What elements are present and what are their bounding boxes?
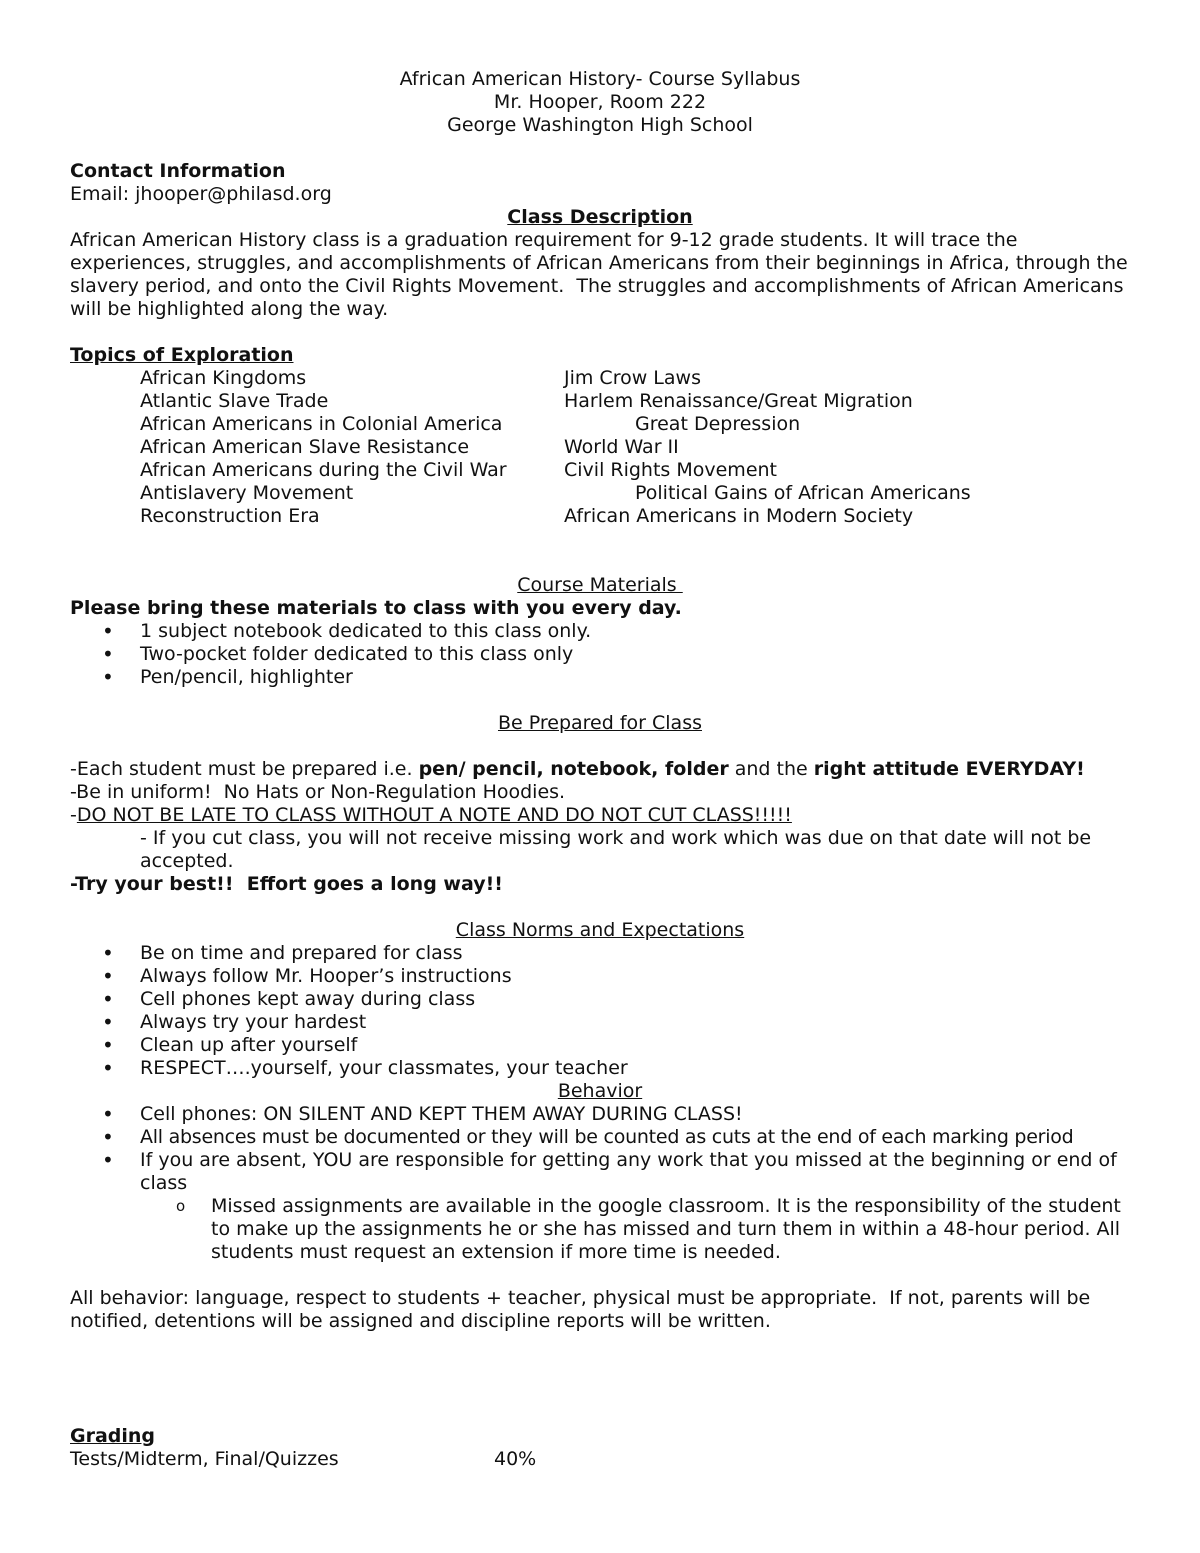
description-heading: Class Description	[507, 206, 693, 228]
norms-heading: Class Norms and Expectations	[455, 919, 745, 941]
behavior-heading: Behavior	[557, 1080, 643, 1102]
description-text: African American History class is a graduation requirement for 9-12 grade students. It will trace the experiences, struggles, and accomplishments of African Americans from their beginnings in Africa, through the slavery period, and onto the Civil Rights Movement. The struggles and accomplishments of African Americans will be highlighted along the way.	[70, 229, 1146, 320]
prepared-heading: Be Prepared for Class	[497, 712, 702, 734]
prepared-line-cut: - If you cut class, you will not receive missing work and work which was due on that date will not be accepted.	[140, 827, 1092, 872]
list-item: • If you are absent, YOU are responsible for getting any work that you missed at the beginning or end of class	[70, 1149, 1130, 1195]
prepared-dash: -	[70, 804, 77, 826]
topic-item: Political Gains of African Americans	[635, 482, 971, 504]
behavior-sublist	[70, 1195, 1130, 1264]
topic-item: African American Slave Resistance	[140, 436, 470, 458]
document-header	[70, 68, 1130, 137]
topics-list	[70, 367, 1130, 528]
topic-item: Atlantic Slave Trade	[140, 390, 329, 412]
list-item: o Missed assignments are available in the google classroom. It is the responsibility of the student to make up the assignments he or she has missed and turn them in within a 48-hour period. All students must request an extension if more time is needed.	[70, 1195, 1130, 1264]
school-name: George Washington High School	[447, 114, 753, 136]
list-item: • All absences must be documented or they will be counted as cuts at the end of each marking period	[70, 1126, 1130, 1149]
topics-heading: Topics of Exploration	[70, 344, 294, 366]
topic-item: Jim Crow Laws	[564, 367, 701, 389]
list-item: • Always follow Mr. Hooper’s instructions	[70, 965, 1130, 988]
grading-row	[70, 1448, 1130, 1471]
topics-right-column	[564, 367, 1130, 528]
list-item: • Clean up after yourself	[70, 1034, 1130, 1057]
prepared-line-uniform: -Be in uniform! No Hats or Non-Regulation Hoodies.	[70, 781, 566, 803]
materials-intro: Please bring these materials to class with you every day.	[70, 597, 682, 619]
prepared-line-supplies	[70, 758, 1130, 781]
prepared-line-late	[70, 804, 1130, 827]
grading-value: 40%	[494, 1448, 537, 1470]
contact-heading: Contact Information	[70, 160, 286, 182]
list-item: • Be on time and prepared for class	[70, 942, 1130, 965]
behavior-list	[70, 1103, 1130, 1195]
topic-item: Great Depression	[635, 413, 801, 435]
topic-item: African Kingdoms	[140, 367, 307, 389]
teacher-room: Mr. Hooper, Room 222	[493, 91, 707, 113]
list-item: • 1 subject notebook dedicated to this class only.	[70, 620, 1130, 643]
list-item: • Cell phones kept away during class	[70, 988, 1130, 1011]
prepared-text: and the	[728, 758, 814, 780]
contact-email: Email: jhooper@philasd.org	[70, 183, 332, 205]
prepared-text: -Each student must be prepared i.e.	[70, 758, 419, 780]
list-item: • Always try your hardest	[70, 1011, 1130, 1034]
grading-heading: Grading	[70, 1425, 156, 1447]
prepared-emphasis: pen/ pencil	[418, 758, 537, 780]
list-item: • Cell phones: ON SILENT AND KEPT THEM AWAY DURING CLASS!	[70, 1103, 1130, 1126]
topic-item: Reconstruction Era	[140, 505, 320, 527]
prepared-emphasis: right attitude EVERYDAY!	[813, 758, 1085, 780]
prepared-text: ,	[536, 758, 551, 780]
topic-item: African Americans in Modern Society	[564, 505, 914, 527]
materials-heading: Course Materials	[517, 574, 683, 596]
prepared-emphasis: notebook, folder	[550, 758, 729, 780]
course-title: African American History- Course Syllabus	[399, 68, 801, 90]
list-item: • Pen/pencil, highlighter	[70, 666, 1130, 689]
grading-label: Tests/Midterm, Final/Quizzes	[70, 1448, 339, 1470]
topic-item: Antislavery Movement	[140, 482, 354, 504]
topic-item: World War II	[564, 436, 679, 458]
norms-list	[70, 942, 1130, 1080]
topic-item: Civil Rights Movement	[564, 459, 777, 481]
topic-item: African Americans during the Civil War	[140, 459, 507, 481]
topic-item: Harlem Renaissance/Great Migration	[564, 390, 913, 412]
behavior-closing: All behavior: language, respect to students + teacher, physical must be appropriate. If not, parents will be notified, detentions will be assigned and discipline reports will be written.	[70, 1287, 1097, 1332]
topic-item: African Americans in Colonial America	[140, 413, 503, 435]
list-item: • RESPECT….yourself, your classmates, your teacher	[70, 1057, 1130, 1080]
prepared-line-effort: -Try your best!! Effort goes a long way!!	[70, 873, 503, 895]
late-warning: DO NOT BE LATE TO CLASS WITHOUT A NOTE AND DO NOT CUT CLASS!!!!!	[76, 804, 792, 826]
topics-left-column	[70, 367, 564, 528]
list-item: • Two-pocket folder dedicated to this class only	[70, 643, 1130, 666]
materials-list	[70, 620, 1130, 689]
